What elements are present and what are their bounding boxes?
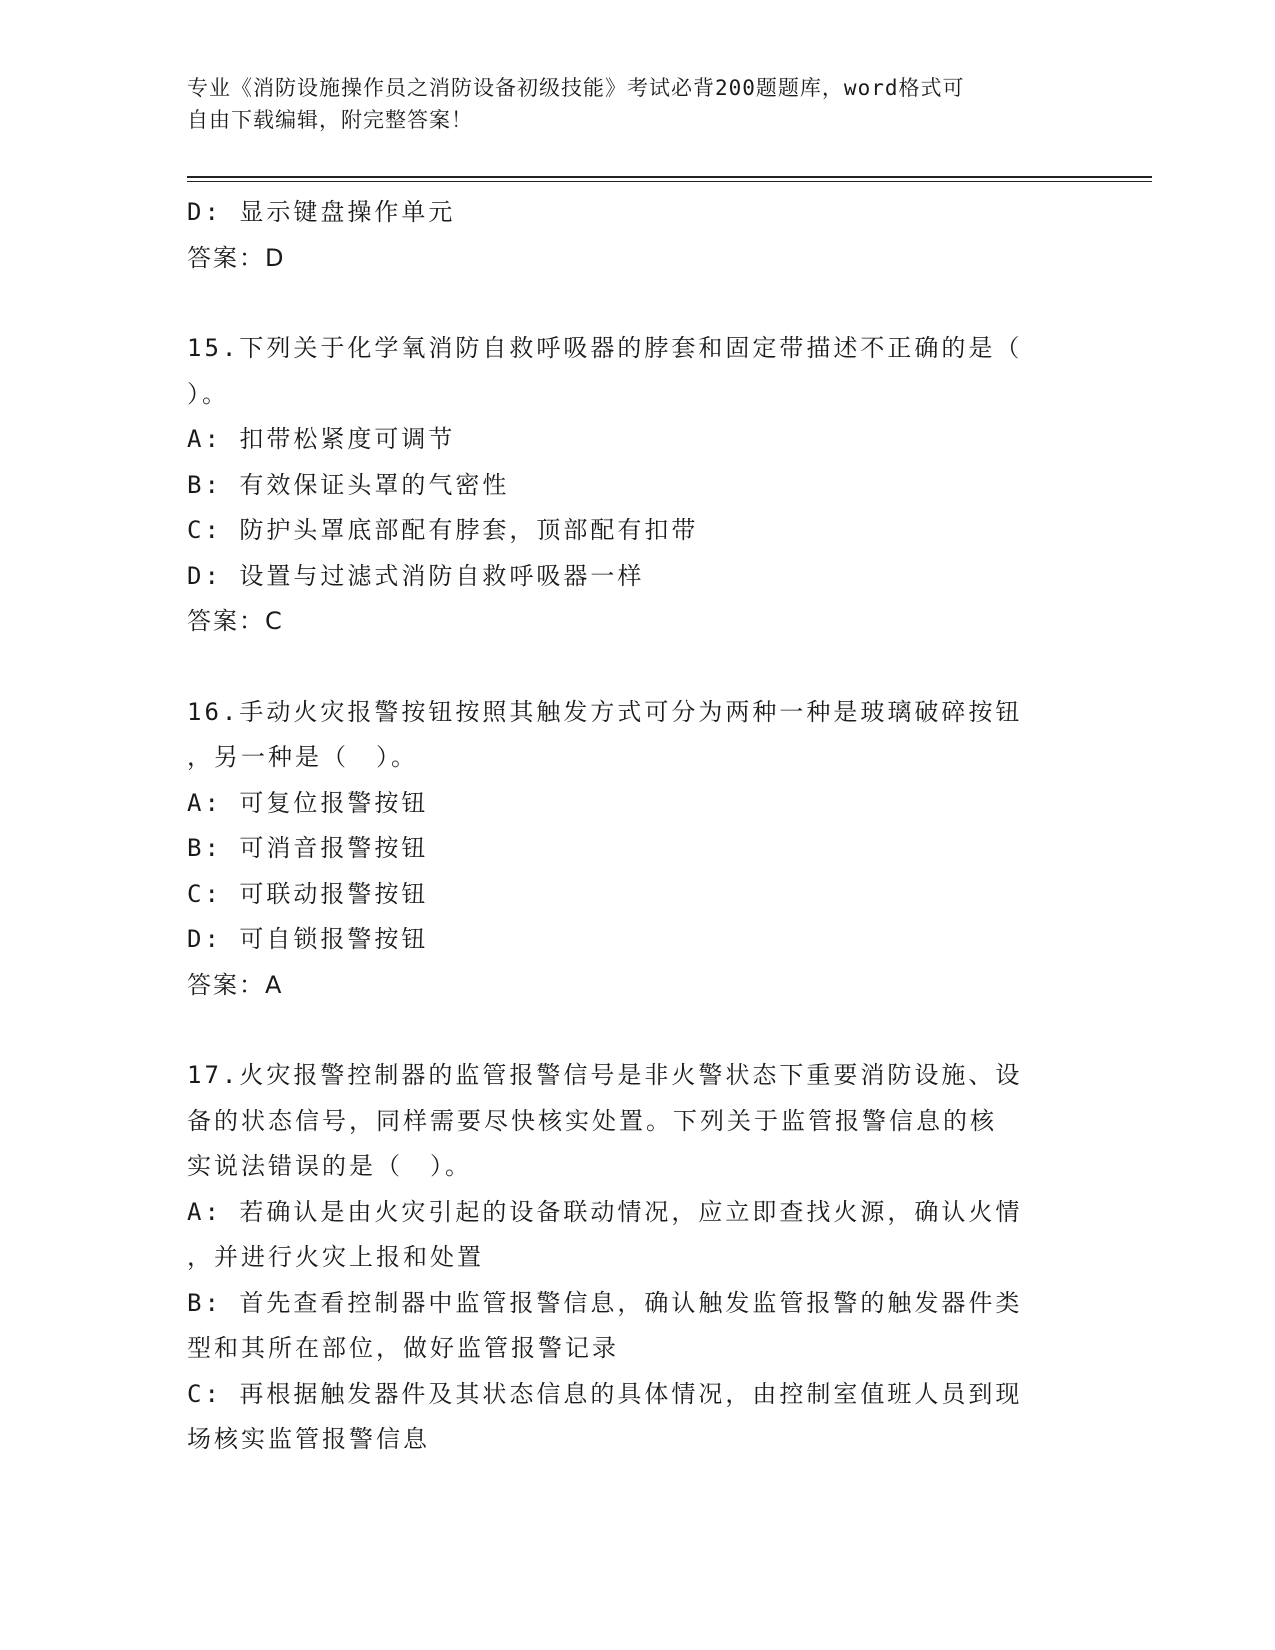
question-17 [187, 1053, 1067, 1463]
option-d: D: 可自锁报警按钮 [187, 925, 429, 953]
option-b: B: 有效保证头罩的气密性 [187, 470, 510, 499]
question-stem: 备的状态信号，同样需要尽快核实处置。下列关于监管报警信息的核 [187, 1106, 997, 1135]
option-c: C: 可联动报警按钮 [187, 879, 429, 908]
header-line-1: 专业《消防设施操作员之消防设备初级技能》考试必背200题题库，word格式可 [187, 76, 965, 100]
question-stem: ，另一种是（ ）。 [187, 743, 418, 771]
question-stem: 17.火灾报警控制器的监管报警信号是非火警状态下重要消防设施、设 [187, 1061, 1023, 1089]
answer: 答案：D [187, 243, 286, 272]
question-stem: ）。 [187, 379, 229, 408]
option-a: A: 可复位报警按钮 [187, 788, 429, 817]
question-stem: 实说法错误的是（ ）。 [187, 1152, 472, 1180]
option-d: D: 设置与过滤式消防自救呼吸器一样 [187, 561, 645, 590]
option-a: A: 扣带松紧度可调节 [187, 425, 456, 453]
option-c: C: 防护头罩底部配有脖套，顶部配有扣带 [187, 516, 699, 544]
question-16 [187, 690, 1067, 1009]
question-list [187, 190, 1067, 1463]
option-b: B: 首先查看控制器中监管报警信息，确认触发监管报警的触发器件类 [187, 1288, 1023, 1317]
header-divider-thin [187, 181, 1152, 182]
question-15 [187, 326, 1067, 645]
option-b: B: 可消音报警按钮 [187, 834, 429, 862]
option-a: ，并进行火灾上报和处置 [187, 1243, 484, 1271]
answer: 答案：C [187, 607, 284, 635]
question-stem: 16.手动火灾报警按钮按照其触发方式可分为两种一种是玻璃破碎按钮 [187, 697, 1023, 726]
option-c: C: 再根据触发器件及其状态信息的具体情况，由控制室值班人员到现 [187, 1379, 1023, 1408]
option-a: A: 若确认是由火灾引起的设备联动情况，应立即查找火源，确认火情 [187, 1197, 1023, 1226]
header-line-2: 自由下载编辑，附完整答案！ [187, 108, 473, 132]
option-c: 场核实监管报警信息 [187, 1425, 430, 1453]
answer: 答案：A [187, 970, 284, 999]
document-header [187, 72, 1067, 136]
question-stem: 15.下列关于化学氧消防自救呼吸器的脖套和固定带描述不正确的是（ [187, 334, 1023, 362]
option-b: 型和其所在部位，做好监管报警记录 [187, 1334, 619, 1362]
header-divider-thick [187, 176, 1152, 178]
option-d: D: 显示键盘操作单元 [187, 198, 456, 226]
previous-question-tail [187, 190, 1067, 281]
